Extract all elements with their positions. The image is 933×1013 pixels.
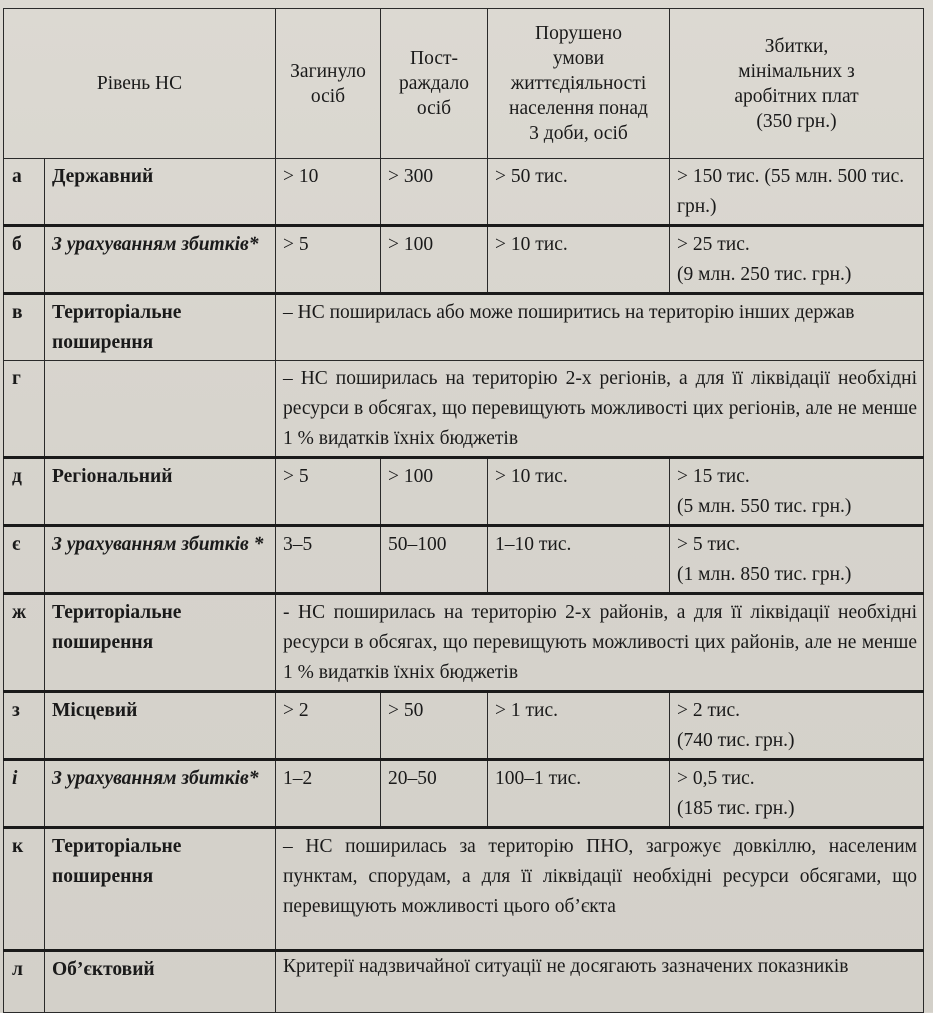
row-level: З урахуванням збитків* (45, 760, 276, 828)
row-dead: 1–2 (276, 760, 381, 828)
row-losses: > 15 тис. (5 млн. 550 тис. грн.) (670, 458, 924, 526)
header-dead: Загинуло осіб (276, 9, 381, 159)
row-description: Критерії надзвичайної ситуації не досягають зазначених показників (276, 951, 924, 1013)
row-disrupted: 100–1 тис. (488, 760, 670, 828)
row-injured: > 50 (381, 692, 488, 760)
row-letter: ж (4, 594, 45, 692)
row-disrupted: 1–10 тис. (488, 526, 670, 594)
row-letter: л (4, 951, 45, 1013)
row-losses: > 0,5 тис. (185 тис. грн.) (670, 760, 924, 828)
row-level (45, 361, 276, 458)
row-losses: > 2 тис. (740 тис. грн.) (670, 692, 924, 760)
row-level: Територіальне поширення (45, 828, 276, 951)
row-level: Територіальне поширення (45, 294, 276, 361)
row-letter: і (4, 760, 45, 828)
row-description: – НС поширилась на територію 2-х регіонів, а для її ліквідації необхідні ресурси в обсягах, що перевищують можливості цих регіонів, але не менше 1 % видатків їхніх бюджетів (276, 361, 924, 458)
row-disrupted: > 10 тис. (488, 458, 670, 526)
table-row (4, 760, 924, 828)
row-injured: 50–100 (381, 526, 488, 594)
row-letter: а (4, 159, 45, 226)
header-losses: Збитки, мінімальних з аробітних плат (350 грн.) (670, 9, 924, 159)
row-dead: > 2 (276, 692, 381, 760)
table-row (4, 159, 924, 226)
table-row (4, 526, 924, 594)
row-level: Регіональний (45, 458, 276, 526)
row-description: – НС поширилась за територію ПНО, загрожує довкіллю, населеним пунктам, спорудам, а для її ліквідації необхідні ресурси обсягами, що перевищують можливості цього об’єкта (276, 828, 924, 951)
row-level: З урахуванням збитків* (45, 226, 276, 294)
emergency-levels-table (3, 8, 924, 1013)
row-losses: > 150 тис. (55 млн. 500 тис. грн.) (670, 159, 924, 226)
header-injured: Пост- раждало осіб (381, 9, 488, 159)
row-injured: > 100 (381, 458, 488, 526)
row-dead: > 5 (276, 458, 381, 526)
table-row (4, 594, 924, 692)
table-row (4, 458, 924, 526)
header-disrupted: Порушено умови життєдіяльності населення понад 3 доби, осіб (488, 9, 670, 159)
row-injured: > 300 (381, 159, 488, 226)
row-losses: > 25 тис. (9 млн. 250 тис. грн.) (670, 226, 924, 294)
row-disrupted: > 10 тис. (488, 226, 670, 294)
row-level: Об’єктовий (45, 951, 276, 1013)
row-level: З урахуванням збитків * (45, 526, 276, 594)
header-level: Рівень НС (4, 9, 276, 159)
row-level: Територіальне поширення (45, 594, 276, 692)
table-row (4, 294, 924, 361)
table-row (4, 692, 924, 760)
row-letter: з (4, 692, 45, 760)
table-row (4, 828, 924, 951)
row-level: Державний (45, 159, 276, 226)
row-description: – НС поширилась або може поширитись на територію інших держав (276, 294, 924, 361)
row-level: Місцевий (45, 692, 276, 760)
row-letter: в (4, 294, 45, 361)
row-letter: к (4, 828, 45, 951)
row-injured: 20–50 (381, 760, 488, 828)
table-row (4, 226, 924, 294)
row-disrupted: > 1 тис. (488, 692, 670, 760)
table-header-row (4, 9, 924, 159)
table-row (4, 361, 924, 458)
row-disrupted: > 50 тис. (488, 159, 670, 226)
row-dead: > 5 (276, 226, 381, 294)
row-description: - НС поширилась на територію 2-х районів, а для її ліквідації необхідні ресурси в обсягах, що перевищують можливості цих районів, але не менше 1 % видатків їхніх бюджетів (276, 594, 924, 692)
row-letter: б (4, 226, 45, 294)
row-losses: > 5 тис. (1 млн. 850 тис. грн.) (670, 526, 924, 594)
table-row (4, 951, 924, 1013)
row-injured: > 100 (381, 226, 488, 294)
row-letter: д (4, 458, 45, 526)
row-letter: є (4, 526, 45, 594)
row-letter: г (4, 361, 45, 458)
row-dead: > 10 (276, 159, 381, 226)
row-dead: 3–5 (276, 526, 381, 594)
